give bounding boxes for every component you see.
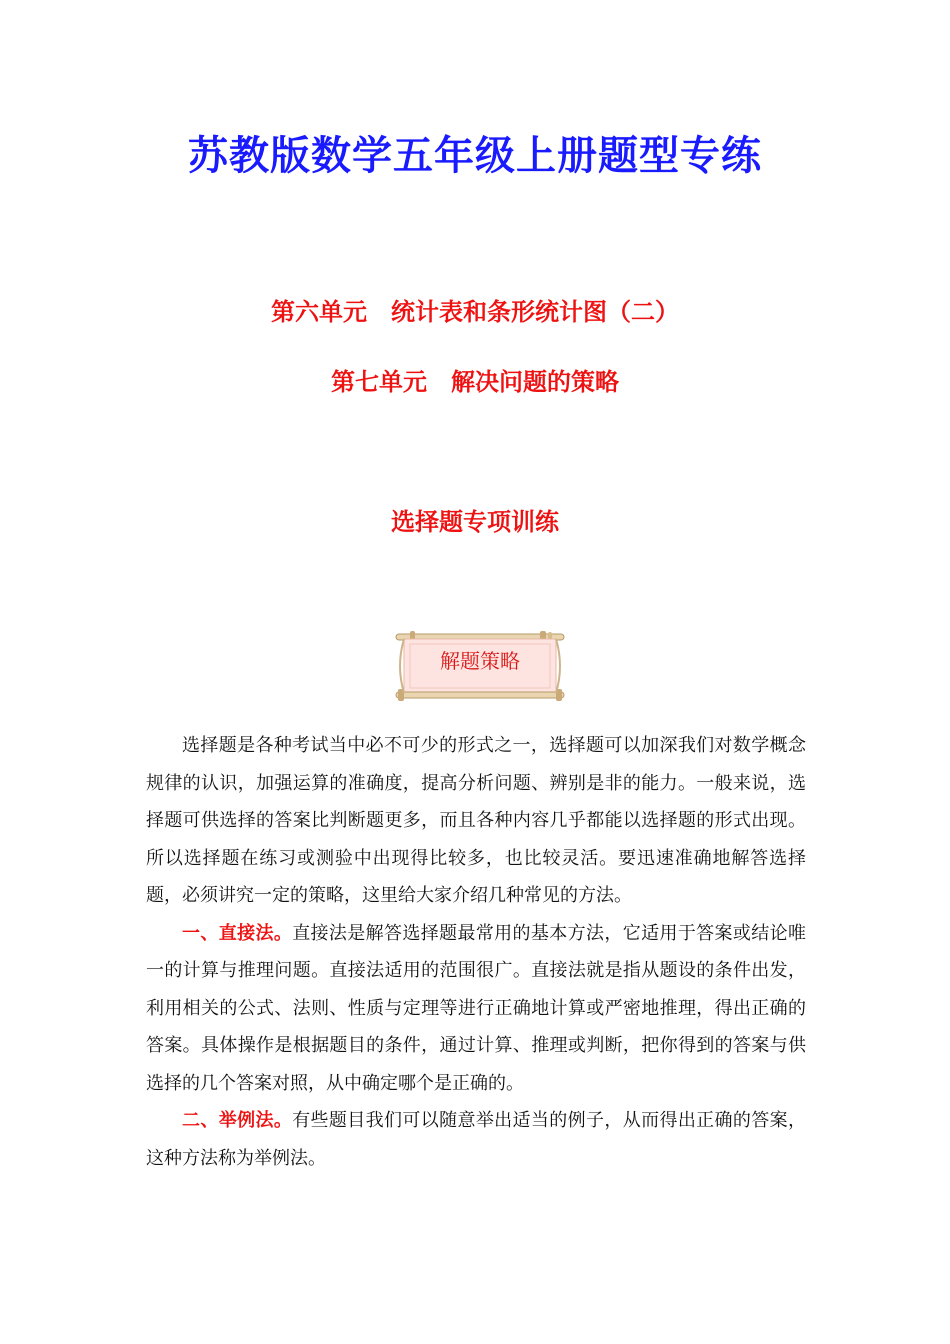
method-1-heading: 一、直接法。 bbox=[182, 922, 293, 944]
scroll-label: 解题策略 bbox=[440, 649, 520, 673]
method-1-body: 直接法是解答选择题最常用的基本方法，它适用于答案或结论唯一的计算与推理问题。直接法适用的范围很广。直接法就是指从题设的条件出发，利用相关的公式、法则、性质与定理等进行正确地计算或严密地推理，得出正确的答案。具体操作是根据题目的条件，通过计算、推理或判断，把你得到的答案与供选择的几个答案对照，从中确定哪个是正确的。 bbox=[146, 922, 807, 1094]
scroll-banner bbox=[390, 630, 570, 702]
method-2-body: 有些题目我们可以随意举出适当的例子，从而得出正确的答案，这种方法称为举例法。 bbox=[146, 1110, 807, 1169]
method-1-paragraph bbox=[146, 915, 806, 1103]
body-text bbox=[146, 727, 806, 1177]
section-title: 选择题专项训练 bbox=[391, 508, 559, 536]
unit-7-title: 第七单元 解决问题的策略 bbox=[331, 368, 619, 396]
method-2-heading: 二、举例法。 bbox=[182, 1110, 293, 1131]
unit-6-title: 第六单元 统计表和条形统计图（二） bbox=[271, 298, 679, 326]
method-2-paragraph bbox=[146, 1102, 806, 1177]
intro-paragraph: 选择题是各种考试当中必不可少的形式之一，选择题可以加深我们对数学概念规律的认识，加强运算的准确度，提高分析问题、辨别是非的能力。一般来说，选择题可供选择的答案比判断题更多，而且各种内容几乎都能以选择题的形式出现。所以选择题在练习或测验中出现得比较多，也比较灵活。要迅速准确地解答选择题，必须讲究一定的策略，这里给大家介绍几种常见的方法。 bbox=[146, 735, 806, 906]
main-title: 苏教版数学五年级上册题型专练 bbox=[188, 132, 762, 179]
